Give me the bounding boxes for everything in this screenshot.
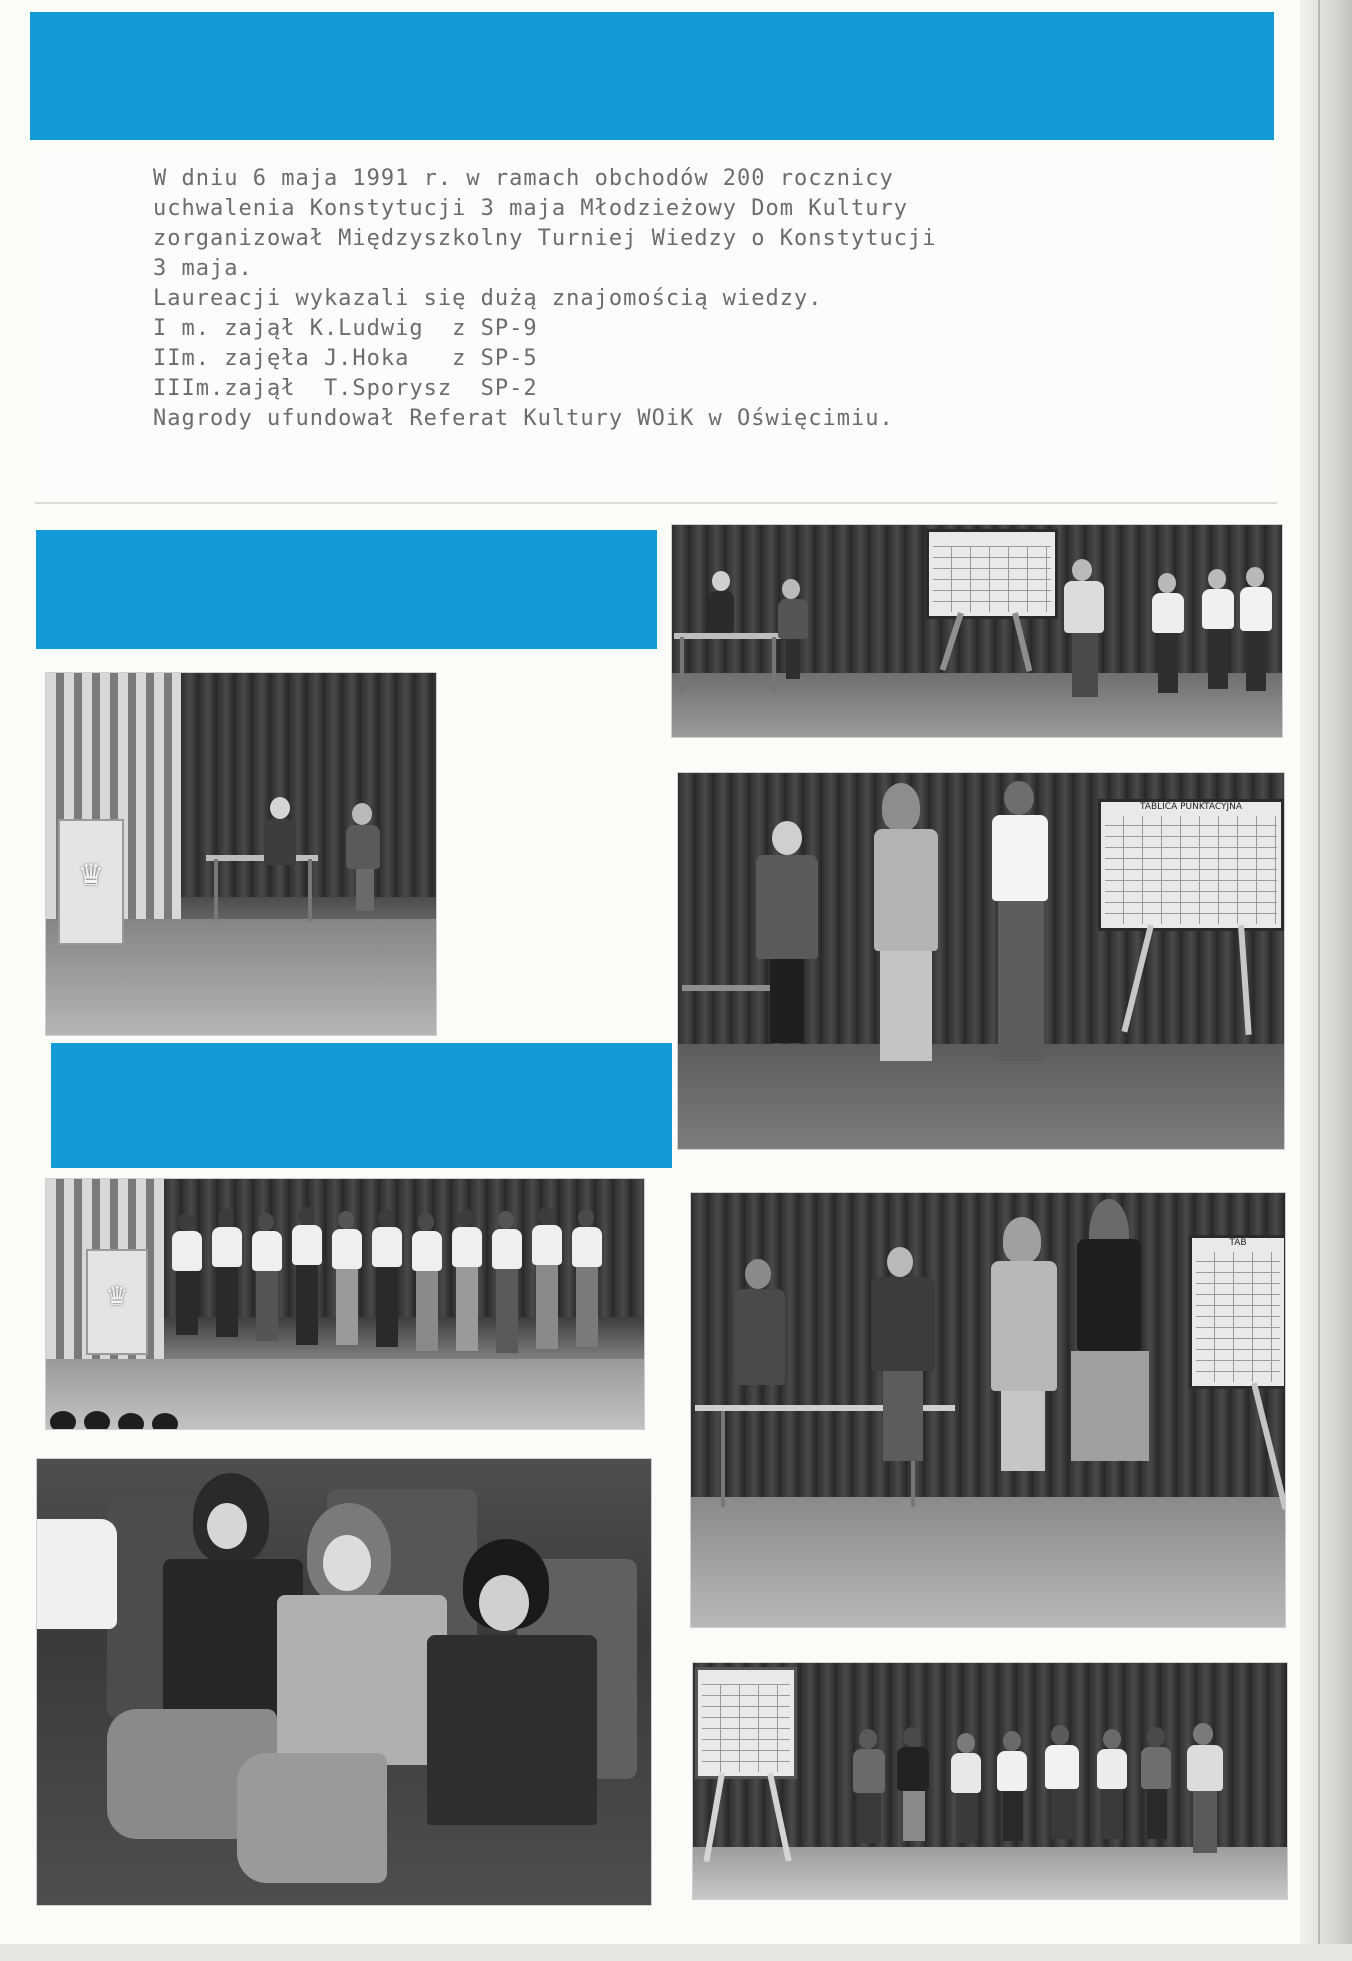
stage-floor xyxy=(693,1847,1287,1899)
score-board-title: TABLICA PUNKTACYJNA xyxy=(1139,802,1242,812)
eagle-emblem-banner xyxy=(86,1249,148,1355)
stage-floor xyxy=(691,1497,1285,1627)
article-line: W dniu 6 maja 1991 r. w ramach obchodów 200 rocznicy xyxy=(153,166,894,191)
photo-stage-jury-and-contestants xyxy=(671,524,1283,738)
score-board xyxy=(1189,1235,1286,1389)
score-board-grid xyxy=(933,546,1051,612)
score-board-grid xyxy=(1105,816,1277,924)
middle-left-blue-band xyxy=(36,530,657,649)
article-line: zorganizował Międzyszkolny Turniej Wiedzy o Konstytucji xyxy=(153,226,937,251)
article-line: 3 maja. xyxy=(153,256,253,281)
lower-left-blue-band xyxy=(51,1043,672,1168)
score-board xyxy=(695,1667,797,1779)
audience-head xyxy=(118,1413,144,1430)
photo-award-handshake xyxy=(677,772,1285,1150)
article-line: IIIm.zajął T.Sporysz SP-2 xyxy=(153,376,538,401)
table-leg xyxy=(680,637,684,693)
audience-head xyxy=(50,1411,76,1430)
eagle-emblem-banner xyxy=(58,819,124,945)
audience-head xyxy=(152,1413,178,1430)
eagle-emblem-icon: ♛ xyxy=(105,1281,129,1312)
audience-head xyxy=(84,1411,110,1430)
score-board-grid xyxy=(702,1684,790,1772)
stage-floor xyxy=(672,673,1282,737)
article-line: uchwalenia Konstytucji 3 maja Młodzieżowy Dom Kultury xyxy=(153,196,908,221)
photo-audience-women xyxy=(36,1458,652,1906)
eagle-emblem-icon: ♛ xyxy=(77,857,105,893)
album-page-edge xyxy=(1300,0,1352,1961)
score-board xyxy=(1098,799,1284,931)
photo-choir-on-stage xyxy=(45,1178,645,1430)
article-text xyxy=(153,164,1253,434)
article-line: Nagrody ufundował Referat Kultury WOiK w Oświęcimiu. xyxy=(153,406,894,431)
photo-jury-table-with-eagle-banner xyxy=(45,672,437,1036)
score-board xyxy=(926,529,1058,619)
table-leg xyxy=(214,859,218,921)
score-board-title: TAB xyxy=(1229,1238,1247,1248)
top-blue-band xyxy=(30,12,1274,140)
stage-floor xyxy=(678,1044,1284,1149)
table-leg xyxy=(308,859,312,921)
table-leg xyxy=(772,637,776,693)
jury-table xyxy=(206,855,318,861)
score-board-grid xyxy=(1196,1252,1280,1382)
album-bottom-edge xyxy=(0,1944,1352,1961)
article-line: I m. zajął K.Ludwig z SP-9 xyxy=(153,316,538,341)
album-page-fold xyxy=(1318,0,1320,1961)
jury-table xyxy=(674,633,784,639)
photo-contestants-row xyxy=(692,1662,1288,1900)
article-line: IIm. zajęła J.Hoka z SP-5 xyxy=(153,346,538,371)
article-line: Laureacji wykazali się dużą znajomością wiedzy. xyxy=(153,286,823,311)
photo-second-award-ceremony xyxy=(690,1192,1286,1628)
table-leg xyxy=(721,1411,725,1507)
